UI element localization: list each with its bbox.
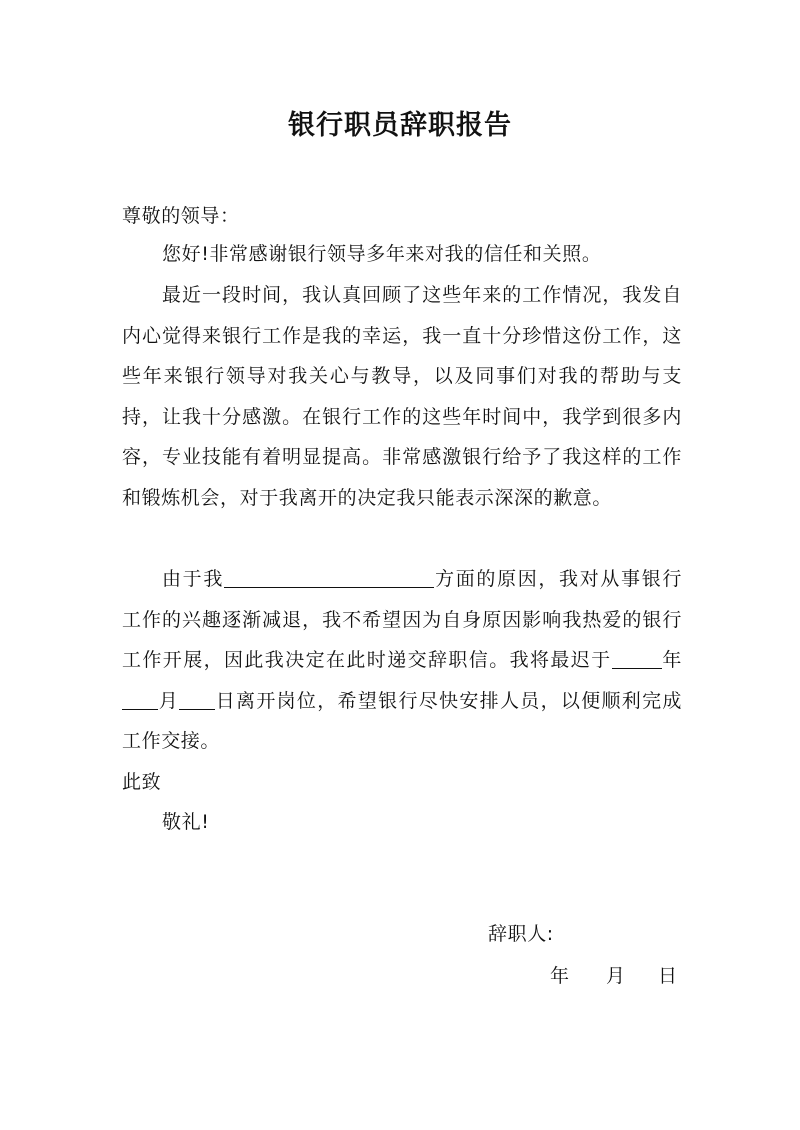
- reason-text-end: 日离开岗位，希望银行尽快安排人员，以便顺利完成工作交接。: [122, 689, 682, 752]
- reason-text-middle: 方面的原因，我对从事银行工作的兴趣逐渐减退，我不希望因为自身原因影响我热爱的银行工作开展，因此我决定在此时递交辞职信。我将最迟于: [122, 568, 682, 671]
- salutation: 尊敬的领导：: [122, 205, 240, 227]
- document-title: 银行职员辞职报告: [288, 110, 512, 141]
- year-label: 年: [661, 649, 682, 671]
- date-month-label: 月: [606, 965, 626, 987]
- paragraph-reflection: 最近一段时间，我认真回顾了这些年来的工作情况，我发自内心觉得来银行工作是我的幸运，我一直十分珍惜这份工作，这些年来银行领导对我关心与教导，以及同事们对我的帮助与支持，让我十分感激。在银行工作的这些年时间中，我学到很多内容，专业技能有着明显提高。非常感激银行给予了我这样的工作和锻炼机会，对于我离开的决定我只能表示深深的歉意。: [122, 284, 682, 509]
- year-blank: [612, 646, 662, 669]
- month-label: 月: [158, 689, 180, 712]
- reason-text-start: 由于我: [162, 568, 224, 590]
- closing-line-1: 此致: [122, 771, 162, 793]
- reason-blank: [224, 565, 434, 588]
- date-year-label: 年: [550, 965, 570, 987]
- paragraph-reason: [122, 559, 682, 762]
- closing-line-2: 敬礼!: [162, 811, 210, 833]
- signer-label: 辞职人:: [488, 923, 554, 945]
- date-day-label: 日: [658, 965, 678, 987]
- day-blank: [179, 687, 215, 710]
- paragraph-thanks: 您好!非常感谢银行领导多年来对我的信任和关照。: [162, 243, 602, 265]
- month-blank: [122, 687, 158, 710]
